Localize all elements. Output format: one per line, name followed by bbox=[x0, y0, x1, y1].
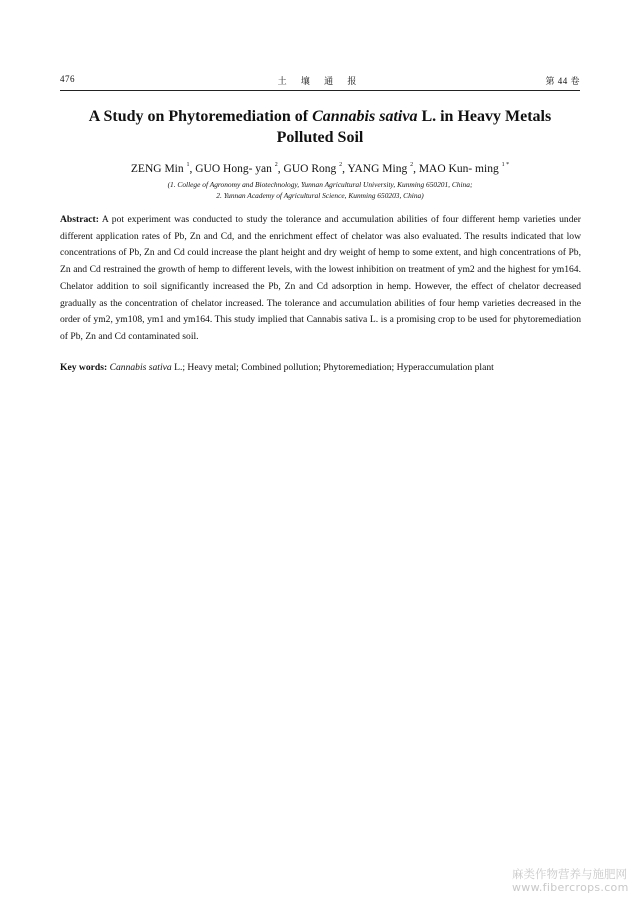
author: YANG Ming $^2$, bbox=[347, 162, 419, 175]
affiliation-2: 2. Yunnan Academy of Agricultural Science, Kunming 650203, China) bbox=[216, 191, 424, 200]
author: GUO Rong $^2$, bbox=[283, 162, 348, 175]
author: MAO Kun- ming $^{1 *}$ bbox=[418, 162, 510, 175]
site-watermark bbox=[512, 868, 638, 894]
author-list bbox=[60, 162, 580, 175]
keywords-list: L.; Heavy metal; Combined pollution; Phytoremediation; Hyperaccumulation plant bbox=[171, 362, 494, 373]
keywords-label: Key words: bbox=[60, 362, 108, 373]
journal-name: 土 壤 通 报 bbox=[277, 76, 363, 86]
header-rule bbox=[60, 90, 580, 91]
volume-label: 第 44 卷 bbox=[545, 76, 580, 86]
abstract bbox=[60, 212, 581, 346]
title-part-1: A Study on Phytoremediation of bbox=[88, 108, 313, 125]
page-number: 476 bbox=[60, 74, 75, 84]
paper-title bbox=[60, 106, 580, 148]
abstract-text: A pot experiment was conducted to study the tolerance and accumulation abilities of four different hemp varieties under different application rates of Pb, Zn and Cd, and the enrichment effect of chelator was also evaluated. The results indicated that low concentrations of Pb, Zn and Cd could increase the plant height and dry weight of hemp to some extent, and high concentrations of Pb, Zn and Cd restrained the growth of hemp to different levels, with the lowest inhibition on treatment of ym2 and the highest for ym164. Chelator addition to soil significantly increased the Pb, Zn and Cd adsorption in hemp. However, the effect of chelator decreased gradually as the concentration of chelator increased. The tolerance and accumulation abilities of four hemp varieties decreased in the order of ym2, ym108, ym1 and ym164. This study implied that Cannabis sativa L. is a promising crop to be used for phytoremediation of Pb, Zn and Cd contaminated soil. bbox=[60, 214, 581, 342]
author: ZENG Min $^1$, bbox=[130, 162, 196, 175]
keywords-species: Cannabis sativa bbox=[109, 362, 172, 373]
abstract-label: Abstract: bbox=[60, 214, 99, 225]
author: GUO Hong- yan $^2$, bbox=[195, 162, 284, 175]
title-part-2: L. in Heavy Metals Polluted Soil bbox=[276, 108, 552, 146]
keywords bbox=[60, 361, 581, 375]
title-species: Cannabis sativa bbox=[312, 108, 418, 125]
watermark-cn: 麻类作物营养与施肥网 bbox=[512, 867, 627, 881]
affiliation-1: (1. College of Agronomy and Biotechnology, Yunnan Agricultural University, Kunming 650201, China; bbox=[167, 180, 473, 189]
affiliations bbox=[60, 179, 580, 201]
watermark-url: www.fibercrops.com bbox=[512, 881, 629, 894]
running-header bbox=[60, 74, 580, 90]
